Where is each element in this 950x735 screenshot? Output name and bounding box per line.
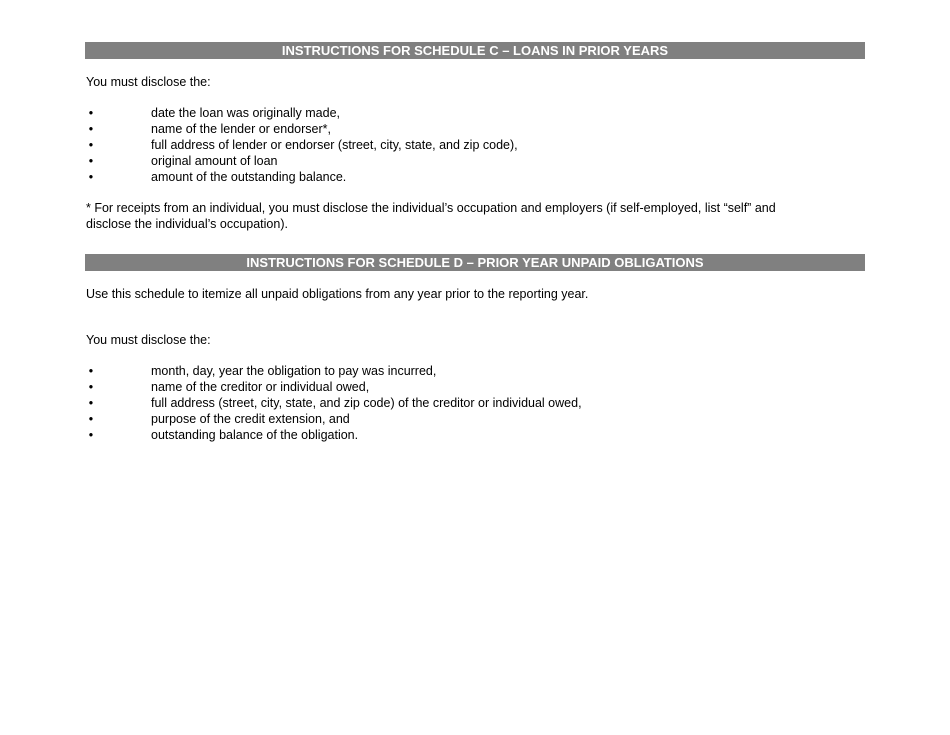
list-item-text: full address of lender or endorser (street, city, state, and zip code), bbox=[151, 138, 518, 152]
schedule-d-intro: You must disclose the: bbox=[86, 333, 211, 347]
bullet-icon: • bbox=[88, 428, 94, 442]
list-item bbox=[85, 153, 865, 169]
schedule-d-list bbox=[85, 363, 865, 443]
bullet-icon: • bbox=[88, 170, 94, 184]
footnote-line: * For receipts from an individual, you must disclose the individual’s occupation and employers (if self-employed, list “self” and bbox=[86, 201, 776, 215]
bullet-icon: • bbox=[88, 138, 94, 152]
list-item bbox=[85, 169, 865, 185]
list-item bbox=[85, 363, 865, 379]
list-item bbox=[85, 395, 865, 411]
schedule-c-intro: You must disclose the: bbox=[86, 75, 211, 89]
instructions-page bbox=[85, 42, 865, 443]
bullet-icon: • bbox=[88, 412, 94, 426]
bullet-icon: • bbox=[88, 106, 94, 120]
list-item bbox=[85, 411, 865, 427]
bullet-icon: • bbox=[88, 154, 94, 168]
schedule-c-footnote bbox=[85, 200, 865, 232]
list-item bbox=[85, 105, 865, 121]
list-item bbox=[85, 121, 865, 137]
schedule-c-list bbox=[85, 105, 865, 185]
list-item-text: amount of the outstanding balance. bbox=[151, 170, 347, 184]
list-item bbox=[85, 137, 865, 153]
list-item-text: month, day, year the obligation to pay was incurred, bbox=[151, 364, 437, 378]
list-item-text: full address (street, city, state, and zip code) of the creditor or individual owed, bbox=[151, 396, 582, 410]
list-item-text: original amount of loan bbox=[151, 154, 278, 168]
list-item-text: name of the lender or endorser*, bbox=[151, 122, 331, 136]
list-item-text: name of the creditor or individual owed, bbox=[151, 380, 370, 394]
bullet-icon: • bbox=[88, 364, 94, 378]
bullet-icon: • bbox=[88, 122, 94, 136]
footnote-line: disclose the individual’s occupation). bbox=[86, 217, 288, 231]
bullet-icon: • bbox=[88, 396, 94, 410]
list-item-text: date the loan was originally made, bbox=[151, 106, 341, 120]
bullet-icon: • bbox=[88, 380, 94, 394]
schedule-d-heading: INSTRUCTIONS FOR SCHEDULE D – PRIOR YEAR UNPAID OBLIGATIONS bbox=[85, 254, 865, 271]
list-item bbox=[85, 379, 865, 395]
list-item-text: outstanding balance of the obligation. bbox=[151, 428, 359, 442]
schedule-c-heading: INSTRUCTIONS FOR SCHEDULE C – LOANS IN PRIOR YEARS bbox=[85, 42, 865, 59]
list-item-text: purpose of the credit extension, and bbox=[151, 412, 350, 426]
list-item bbox=[85, 427, 865, 443]
schedule-d-usage: Use this schedule to itemize all unpaid obligations from any year prior to the reporting year. bbox=[86, 287, 589, 301]
